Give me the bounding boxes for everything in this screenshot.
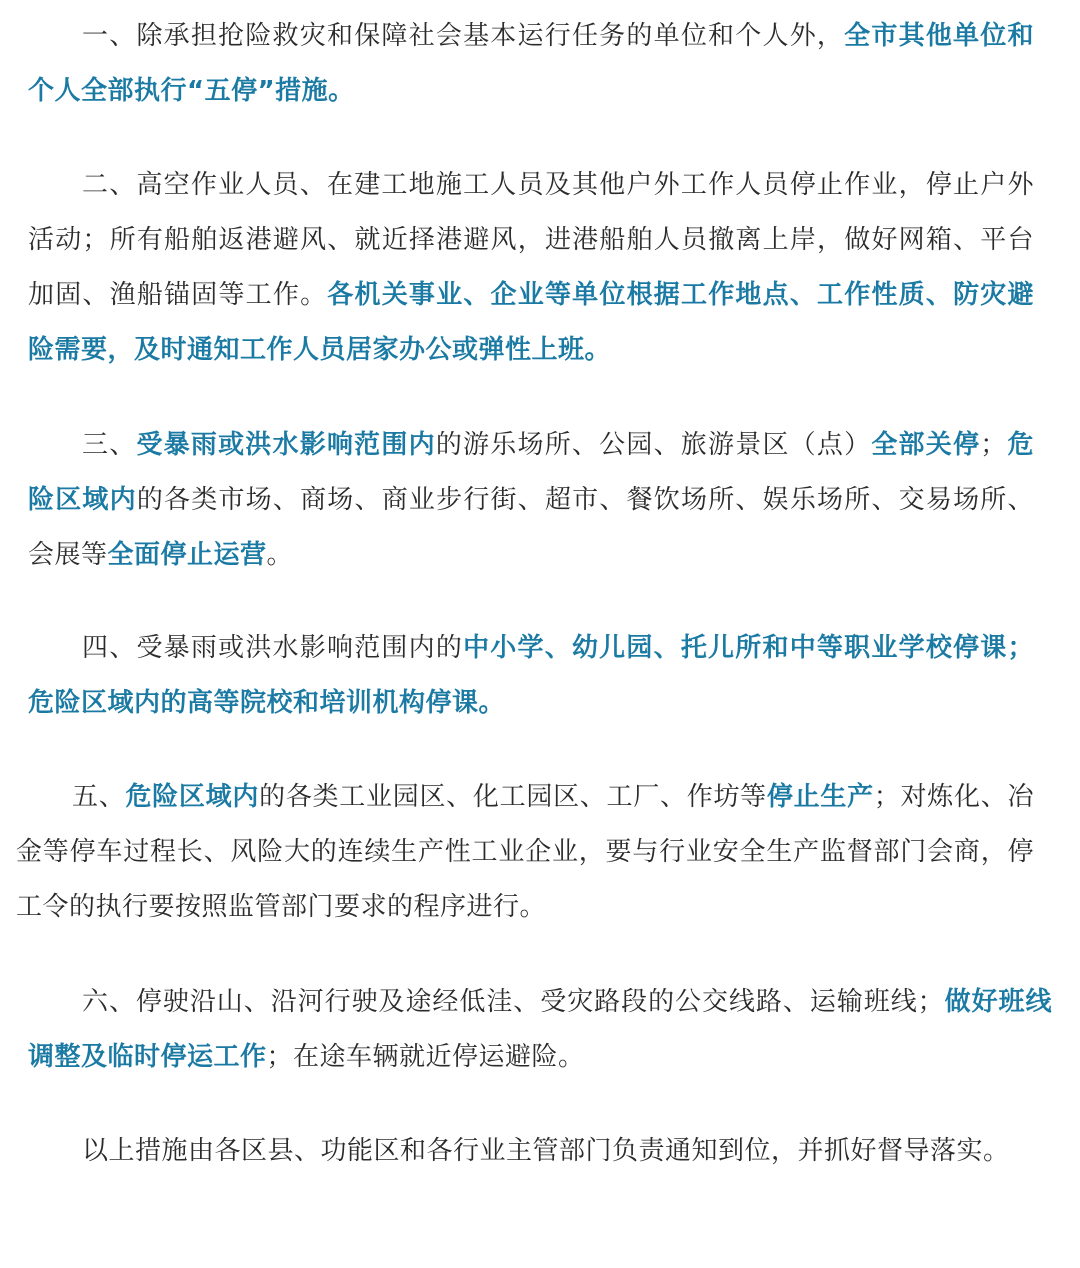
paragraph-5-text-parks: 的各类工业园区、化工园区、工厂、作坊等 (259, 782, 767, 812)
paragraph-4 (28, 621, 1034, 731)
paragraph-1-highlight: 全市其他单位和个人全部执行“五停”措施。 (28, 21, 1034, 106)
paragraph-5-highlight-stop: 停止生产 (766, 782, 874, 812)
paragraph-5-number: 五、 (72, 782, 126, 812)
paragraph-5 (16, 770, 1034, 935)
paragraph-6-text-end: ；在途车辆就近停运避险。 (266, 1042, 585, 1072)
paragraph-7 (28, 1124, 1034, 1179)
paragraph-1-text: 一、除承担抢险救灾和保障社会基本运行任务的单位和个人外， (82, 21, 845, 51)
paragraph-3-highlight-stop: 全面停止运营 (107, 540, 267, 570)
paragraph-2-highlight: 各机关事业、企业等单位根据工作地点、工作性质、防灾避险需要，及时通知工作人员居家办公或弹性上班。 (28, 280, 1034, 365)
paragraph-3-highlight-close: 全部关停 (871, 430, 981, 460)
paragraph-3-end: 。 (266, 540, 294, 570)
paragraph-2 (28, 158, 1034, 378)
paragraph-3-number: 三、 (82, 430, 137, 460)
paragraph-3 (28, 418, 1034, 583)
paragraph-2-text: 二、高空作业人员、在建工地施工人员及其他户外工作人员停止作业，停止户外活动；所有船舶返港避风、就近择港避风，进港船舶人员撤离上岸，做好网箱、平台加固、渔船锚固等工作。 (28, 170, 1034, 310)
paragraph-3-text-venues: 的游乐场所、公园、旅游景区（点） (435, 430, 872, 460)
paragraph-3-separator: ； (980, 430, 1007, 460)
paragraph-5-text-rest: ；对炼化、冶金等停车过程长、风险大的连续生产性工业企业，要与行业安全生产监督部门会商，停工令的执行要按照监管部门要求的程序进行。 (16, 782, 1034, 922)
paragraph-6 (28, 975, 1052, 1085)
paragraph-1 (28, 9, 1034, 119)
paragraph-6-highlight: 做好班线调整及临时停运工作 (28, 987, 1052, 1072)
paragraph-3-text-markets: 的各类市场、商场、商业步行街、超市、餐饮场所、娱乐场所、交易场所、会展等 (28, 485, 1034, 570)
paragraph-4-highlight: 中小学、幼儿园、托儿所和中等职业学校停课；危险区域内的高等院校和培训机构停课。 (28, 633, 1034, 718)
paragraph-5-highlight-danger-zone: 危险区域内 (125, 782, 260, 812)
paragraph-3-highlight-danger-zone: 危险区域内 (28, 430, 1034, 515)
paragraph-7-text: 以上措施由各区县、功能区和各行业主管部门负责通知到位，并抓好督导落实。 (82, 1136, 1010, 1166)
paragraph-4-text: 四、受暴雨或洪水影响范围内的 (82, 633, 464, 663)
paragraph-6-text: 六、停驶沿山、沿河行驶及途经低洼、受灾路段的公交线路、运输班线； (82, 987, 945, 1017)
paragraph-3-highlight-scope: 受暴雨或洪水影响范围内 (136, 430, 436, 460)
